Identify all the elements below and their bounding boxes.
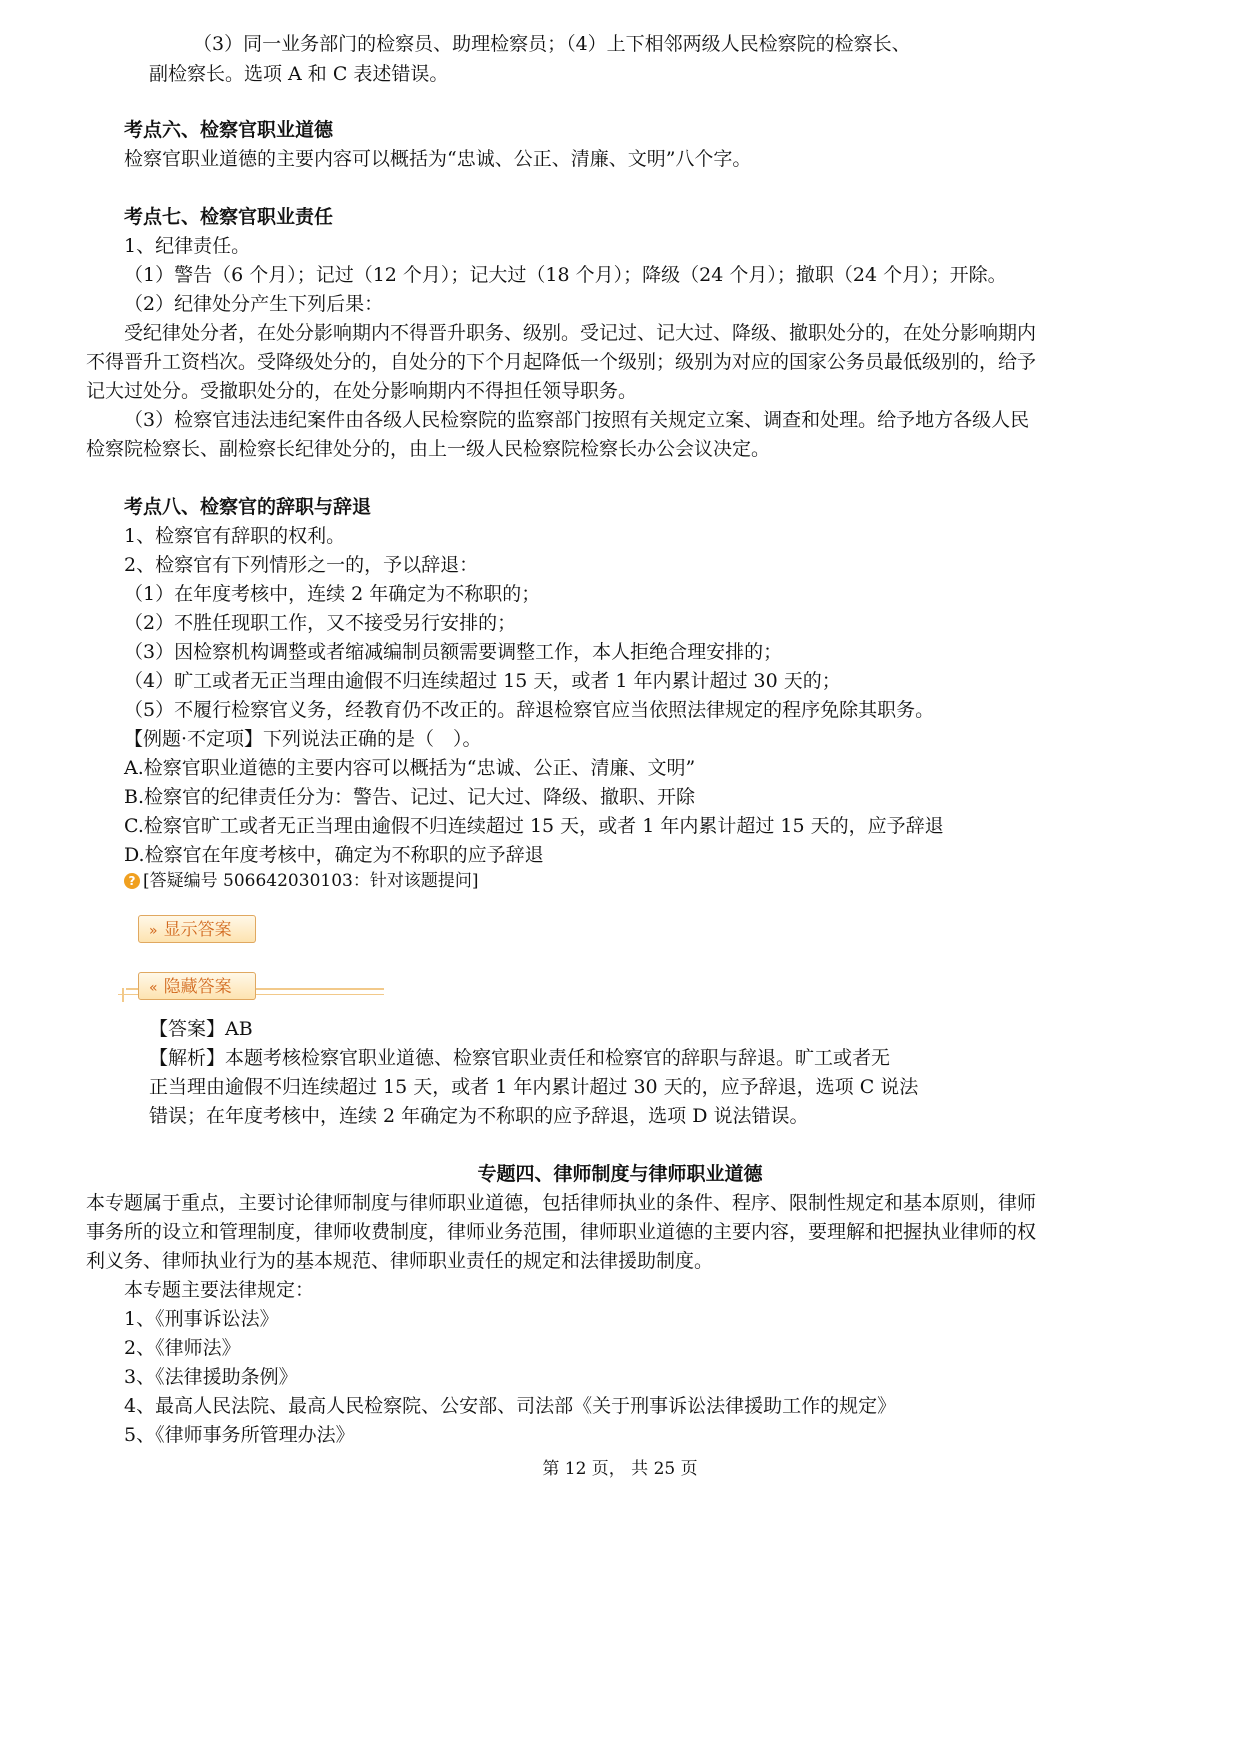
text-line: （3）检察官违法违纪案件由各级人民检察院的监察部门按照有关规定立案、调查和处理。给予地方各级人民 <box>124 409 1030 431</box>
text-line: （2）纪律处分产生下列后果： <box>124 293 384 315</box>
text-line: 本专题属于重点，主要讨论律师制度与律师职业道德，包括律师执业的条件、程序、限制性规定和基本原则，律师 <box>86 1192 1037 1214</box>
show-answer-button[interactable] <box>138 915 256 943</box>
text-line: 检察官职业道德的主要内容可以概括为“忠诚、公正、清廉、文明”八个字。 <box>124 148 752 170</box>
text-line: （4）旷工或者无正当理由逾假不归连续超过 15 天，或者 1 年内累计超过 30 天的； <box>124 670 841 692</box>
law-item: 4、最高人民法院、最高人民检察院、公安部、司法部《关于刑事诉讼法律援助工作的规定》 <box>124 1395 897 1417</box>
text-line: 受纪律处分者，在处分影响期内不得晋升职务、级别。受记过、记大过、降级、撤职处分的，在处分影响期内 <box>124 322 1037 344</box>
text-line: 1、纪律责任。 <box>124 235 251 257</box>
text-line: 记大过处分。受撤职处分的，在处分影响期内不得担任领导职务。 <box>86 380 638 402</box>
analysis-text: 错误；在年度考核中，连续 2 年确定为不称职的应予辞退，选项 D 说法错误。 <box>149 1105 809 1127</box>
question-option: C.检察官旷工或者无正当理由逾假不归连续超过 15 天，或者 1 年内累计超过 15 天的，应予辞退 <box>124 815 944 837</box>
question-icon[interactable]: ? <box>124 873 140 889</box>
text-line: 1、检察官有辞职的权利。 <box>124 525 346 547</box>
question-option: B.检察官的纪律责任分为：警告、记过、记大过、降级、撤职、开除 <box>124 786 696 808</box>
divider <box>122 988 124 1002</box>
double-chevron-right-icon: » <box>149 923 158 939</box>
text-line: 2、检察官有下列情形之一的，予以辞退： <box>124 554 479 576</box>
law-item: 1、《刑事诉讼法》 <box>124 1308 279 1330</box>
text-line: （5）不履行检察官义务，经教育仍不改正的。辞退检察官应当依照法律规定的程序免除其职务。 <box>124 699 935 721</box>
analysis-text: 正当理由逾假不归连续超过 15 天，或者 1 年内累计超过 30 天的，应予辞退，选项 C 说法 <box>149 1076 919 1098</box>
law-item: 5、《律师事务所管理办法》 <box>124 1424 355 1446</box>
hide-answer-label: 隐藏答案 <box>163 977 232 997</box>
text-line: 本专题主要法律规定： <box>124 1279 315 1301</box>
text-line: （1）在年度考核中，连续 2 年确定为不称职的； <box>124 583 541 605</box>
text-line: （2）不胜任现职工作，又不接受另行安排的； <box>124 612 517 634</box>
text-line: 利义务、律师执业行为的基本规范、律师职业责任的规定和法律援助制度。 <box>86 1250 714 1272</box>
law-item: 3、《法律援助条例》 <box>124 1366 298 1388</box>
page-number: 第 12 页， 共 25 页 <box>542 1459 698 1479</box>
hide-answer-button[interactable] <box>138 972 256 1000</box>
qa-link[interactable]: [答疑编号 506642030103：针对该题提问] <box>143 871 479 891</box>
text-line: 副检察长。选项 A 和 C 表述错误。 <box>149 63 449 85</box>
section-heading: 考点八、检察官的辞职与辞退 <box>124 496 372 518</box>
question-option: D.检察官在年度考核中，确定为不称职的应予辞退 <box>124 844 544 866</box>
double-chevron-up-icon: « <box>149 980 158 996</box>
topic-title: 专题四、律师制度与律师职业道德 <box>477 1163 763 1185</box>
text-line: （3）同一业务部门的检察员、助理检察员；（4）上下相邻两级人民检察院的检察长、 <box>193 33 911 55</box>
law-item: 2、《律师法》 <box>124 1337 241 1359</box>
section-heading: 考点六、检察官职业道德 <box>124 119 334 141</box>
analysis-text: 【解析】本题考核检察官职业道德、检察官职业责任和检察官的辞职与辞退。旷工或者无 <box>149 1047 891 1069</box>
answer-text: 【答案】AB <box>149 1018 253 1040</box>
text-line: （3）因检察机构调整或者缩减编制员额需要调整工作，本人拒绝合理安排的； <box>124 641 783 663</box>
text-line: 事务所的设立和管理制度，律师收费制度，律师业务范围，律师职业道德的主要内容，要理解和把握执业律师的权 <box>86 1221 1037 1243</box>
text-line: 不得晋升工资档次。受降级处分的，自处分的下个月起降低一个级别；级别为对应的国家公务员最低级别的，给予 <box>86 351 1037 373</box>
section-heading: 考点七、检察官职业责任 <box>124 206 334 228</box>
question-option: A.检察官职业道德的主要内容可以概括为“忠诚、公正、清廉、文明” <box>124 757 696 779</box>
text-line: 检察院检察长、副检察长纪律处分的，由上一级人民检察院检察长办公会议决定。 <box>86 438 771 460</box>
show-answer-label: 显示答案 <box>163 920 232 940</box>
question-stem: 【例题·不定项】下列说法正确的是（ ）。 <box>124 728 482 750</box>
text-line: （1）警告（6 个月）；记过（12 个月）；记大过（18 个月）；降级（24 个月）；撤职（24 个月）；开除。 <box>124 264 1007 286</box>
